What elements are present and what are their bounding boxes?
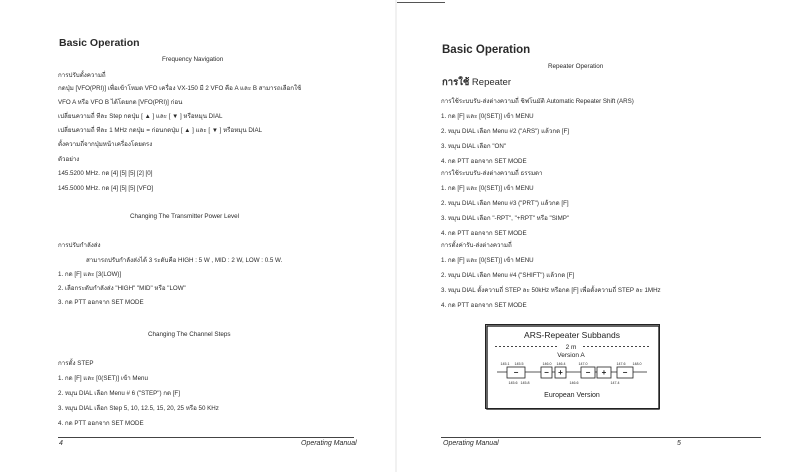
list-item: 1. กด [F] และ [0(SET)] เข้า MENU <box>441 185 534 192</box>
list-item: 1. กด [F] และ [3(LOW)] <box>58 271 122 278</box>
text-line: 145.5000 MHz. กด [4] [5] [5] [VFO] <box>58 185 154 192</box>
top-rule <box>397 2 445 3</box>
text-line: สามารถปรับกำลังส่งได้ 3 ระดับคือ HIGH : 5 W , MID : 2 W, LOW : 0.5 W. <box>86 257 283 264</box>
right-page <box>397 0 793 472</box>
european-version-label: European Version <box>544 392 600 399</box>
text-line: เปลี่ยนความถี่ ทีละ 1 MHz กดปุ่ม = ก่อนกดปุ่ม [ ▲ ] และ [ ▼ ] หรือหมุน DIAL <box>58 127 263 134</box>
list-item: 2. หมุน DIAL เลือก Menu #2 ("ARS") แล้วกด [F] <box>441 128 570 135</box>
page-title: Basic Operation <box>442 44 531 56</box>
minus-sign: − <box>622 368 628 377</box>
tick-label: 145.6 <box>508 381 518 385</box>
section-heading-steps: Changing The Channel Steps <box>148 331 231 338</box>
tick-label: 148.0 <box>632 362 642 366</box>
tick-label: 147.6 <box>616 362 626 366</box>
text-line: การใช้ระบบรับ-ส่งต่างความถี่ ชิฟโนมัติ Automatic Repeater Shift (ARS) <box>441 98 634 105</box>
list-item: 3. กด PTT ออกจาก SET MODE <box>58 299 144 306</box>
text-line: กดปุ่ม [VFO(PRI)] เพื่อเข้าโหมด VFO เครื่อง VX-150 มี 2 VFO คือ A และ B สามารถเลือกใช้ <box>58 85 302 92</box>
footer-title: Operating Manual <box>443 440 499 447</box>
section-title-en: Repeater <box>469 77 512 88</box>
version-a-label: Version A <box>557 352 585 359</box>
tick-label: 145.1 <box>500 362 510 366</box>
diagram-title: ARS-Repeater Subbands <box>524 330 620 340</box>
list-item: 2. เลือกระดับกำลังส่ง "HIGH" "MID" หรือ "LOW" <box>58 285 186 292</box>
list-item: 2. หมุน DIAL เลือก Menu #4 ("SHIFT") แล้วกด [F] <box>441 272 575 279</box>
text-line: 145.5200 MHz. กด [4] [5] [5] [2] [0] <box>58 170 153 177</box>
section-heading-frequency: Frequency Navigation <box>162 56 224 63</box>
list-item: 4. กด PTT ออกจาก SET MODE <box>58 420 144 427</box>
list-item: 2. หมุน DIAL เลือก Menu # 6 ("STEP") กด [F] <box>58 390 180 397</box>
section-heading-power: Changing The Transmitter Power Level <box>130 213 240 220</box>
list-item: 4. กด PTT ออกจาก SET MODE <box>441 158 527 165</box>
plus-sign: + <box>601 368 607 377</box>
list-item: 2. หมุน DIAL เลือก Menu #3 ("PRT") แล้วกด [F] <box>441 200 569 207</box>
page-number: 4 <box>59 440 63 447</box>
list-item: 4. กด PTT ออกจาก SET MODE <box>441 302 527 309</box>
page-number: 5 <box>677 440 681 447</box>
text-line: ตั้งความถี่จากปุ่มหน้าเครื่องโดยตรง <box>58 141 153 148</box>
list-item: 1. กด [F] และ [0(SET)] เข้า Menu <box>58 375 148 382</box>
list-item: 4. กด PTT ออกจาก SET MODE <box>441 230 527 237</box>
section-title-thai: การใช้ <box>442 77 470 88</box>
list-item: 3. หมุน DIAL ตั้งความถี่ STEP ละ 50kHz หรือกด [F] เพื่อตั้งความถี่ STEP ละ 1MHz <box>441 287 661 294</box>
subheading: Repeater Operation <box>548 63 604 70</box>
minus-sign: − <box>513 368 519 377</box>
section-title <box>442 75 511 90</box>
footer-title: Operating Manual <box>301 440 357 447</box>
footer-rule <box>58 437 354 438</box>
text-line: การใช้ระบบรับ-ส่งต่างความถี่ ธรรมดา <box>441 170 543 177</box>
tick-label: 147.0 <box>578 362 588 366</box>
text-line: การปรับตั้งความถี่ <box>58 72 106 79</box>
text-line: การตั้ง STEP <box>58 360 94 367</box>
list-item: 3. หมุน DIAL เลือก Step 5, 10, 12.5, 15, 20, 25 หรือ 50 KHz <box>58 405 219 412</box>
list-item: 3. หมุน DIAL เลือก "-RPT", "+RPT" หรือ "SIMP" <box>441 215 570 222</box>
tick-label: 145.8 <box>520 381 530 385</box>
text-line: เปลี่ยนความถี่ ทีละ Step กดปุ่ม [ ▲ ] และ [ ▼ ] หรือหมุน DIAL <box>58 113 223 120</box>
tick-label: 146.4 <box>556 362 566 366</box>
page-title: Basic Operation <box>59 37 140 49</box>
text-line: ตัวอย่าง <box>58 156 80 163</box>
text-line: VFO A หรือ VFO B ได้โดยกด [VFO(PRI)] ก่อน <box>58 99 183 106</box>
left-page <box>0 0 396 472</box>
minus-sign: − <box>585 368 591 377</box>
plus-sign: + <box>558 368 563 377</box>
tick-label: 147.4 <box>610 381 620 385</box>
ars-subbands-diagram <box>485 324 661 410</box>
list-item: 1. กด [F] และ [0(SET)] เข้า MENU <box>441 257 534 264</box>
list-item: 3. หมุน DIAL เลือก "ON" <box>441 143 506 150</box>
tick-label: 145.5 <box>514 362 524 366</box>
text-line: การตั้งค่ารับ-ส่งต่างความถี่ <box>441 242 512 249</box>
span-label: 2 m <box>565 344 577 351</box>
tick-label: 146.0 <box>542 362 552 366</box>
minus-sign: − <box>544 368 549 377</box>
list-item: 1. กด [F] และ [0(SET)] เข้า MENU <box>441 113 534 120</box>
text-line: การปรับกำลังส่ง <box>58 242 101 249</box>
tick-label: 146.6 <box>569 381 579 385</box>
footer-rule <box>441 437 761 438</box>
